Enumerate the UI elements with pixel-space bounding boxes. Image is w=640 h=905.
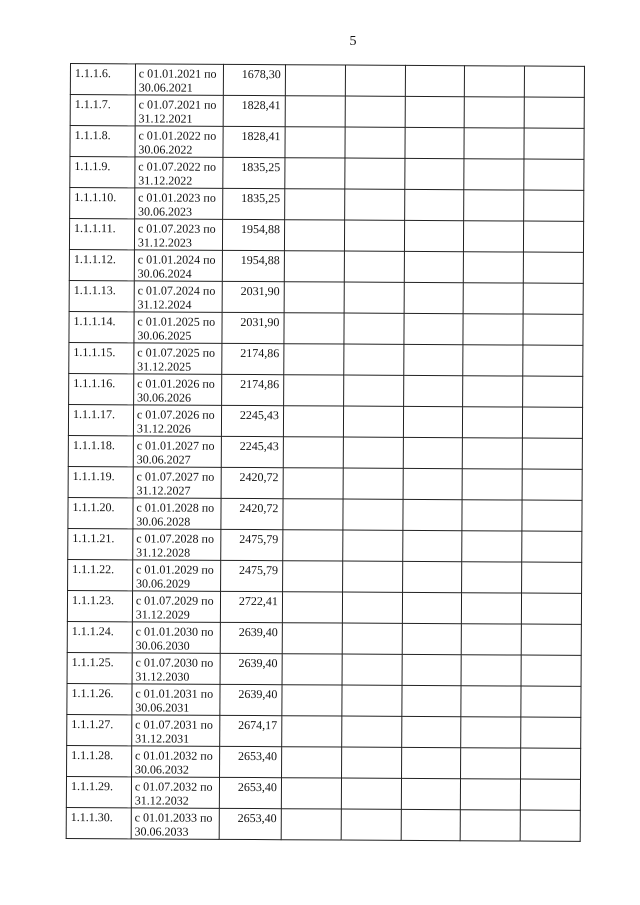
empty-cell: [522, 562, 582, 593]
row-period: с 01.01.2026 по 30.06.2026: [133, 374, 221, 405]
row-period: с 01.01.2030 по 30.06.2030: [132, 622, 220, 653]
empty-cell: [284, 344, 344, 375]
empty-cell: [461, 686, 521, 717]
empty-cell: [285, 96, 345, 127]
table-row: [68, 435, 582, 469]
row-code: 1.1.1.22.: [68, 559, 133, 590]
row-code: 1.1.1.10.: [70, 188, 135, 219]
empty-cell: [283, 437, 343, 468]
row-period: с 01.07.2024 по 31.12.2024: [134, 281, 222, 312]
empty-cell: [523, 283, 583, 314]
table-row: [67, 590, 581, 624]
empty-cell: [284, 251, 344, 282]
empty-cell: [403, 468, 463, 499]
row-code: 1.1.1.9.: [70, 157, 135, 188]
empty-cell: [462, 469, 522, 500]
row-value: 2031,90: [222, 312, 284, 343]
empty-cell: [283, 499, 343, 530]
empty-cell: [283, 406, 343, 437]
empty-cell: [403, 313, 463, 344]
empty-cell: [464, 252, 524, 283]
empty-cell: [343, 468, 403, 499]
empty-cell: [524, 97, 584, 128]
empty-cell: [464, 128, 524, 159]
empty-cell: [345, 127, 405, 158]
empty-cell: [461, 717, 521, 748]
table-row: [69, 311, 583, 345]
empty-cell: [464, 221, 524, 252]
empty-cell: [405, 96, 465, 127]
empty-cell: [463, 283, 523, 314]
empty-cell: [282, 716, 342, 747]
empty-cell: [522, 593, 582, 624]
empty-cell: [461, 748, 521, 779]
empty-cell: [462, 531, 522, 562]
row-code: 1.1.1.23.: [67, 590, 132, 621]
empty-cell: [524, 221, 584, 252]
row-code: 1.1.1.7.: [70, 95, 135, 126]
table-row: [70, 157, 584, 191]
empty-cell: [284, 313, 344, 344]
empty-cell: [523, 314, 583, 345]
empty-cell: [342, 592, 402, 623]
row-value: 2174,86: [222, 374, 284, 405]
empty-cell: [402, 561, 462, 592]
row-period: с 01.01.2033 по 30.06.2033: [131, 808, 219, 839]
empty-cell: [404, 189, 464, 220]
row-period: с 01.07.2032 по 31.12.2032: [131, 777, 219, 808]
empty-cell: [523, 376, 583, 407]
row-period: с 01.01.2021 по 30.06.2021: [135, 64, 223, 95]
empty-cell: [341, 778, 401, 809]
empty-cell: [521, 686, 581, 717]
row-code: 1.1.1.19.: [68, 466, 133, 497]
row-code: 1.1.1.21.: [68, 528, 133, 559]
empty-cell: [521, 748, 581, 779]
table-row: [69, 280, 583, 314]
empty-cell: [465, 66, 525, 97]
row-value: 1828,41: [223, 95, 285, 126]
empty-cell: [461, 655, 521, 686]
empty-cell: [345, 158, 405, 189]
row-value: 2653,40: [219, 808, 281, 839]
empty-cell: [401, 716, 461, 747]
row-code: 1.1.1.25.: [67, 652, 132, 683]
empty-cell: [401, 685, 461, 716]
empty-cell: [464, 97, 524, 128]
table-row: [67, 621, 581, 655]
row-value: 2420,72: [221, 498, 283, 529]
empty-cell: [404, 251, 464, 282]
row-period: с 01.01.2032 по 30.06.2032: [131, 746, 219, 777]
empty-cell: [522, 531, 582, 562]
row-period: с 01.07.2030 по 31.12.2030: [132, 653, 220, 684]
table-row: [68, 404, 582, 438]
empty-cell: [402, 530, 462, 561]
empty-cell: [404, 127, 464, 158]
empty-cell: [463, 376, 523, 407]
empty-cell: [285, 65, 345, 96]
row-value: 1954,88: [223, 219, 285, 250]
empty-cell: [401, 809, 461, 840]
row-value: 2639,40: [220, 653, 282, 684]
table-row: [70, 64, 584, 98]
row-period: с 01.07.2021 по 31.12.2021: [135, 95, 223, 126]
empty-cell: [404, 282, 464, 313]
empty-cell: [341, 809, 401, 840]
empty-cell: [405, 65, 465, 96]
empty-cell: [464, 159, 524, 190]
empty-cell: [282, 623, 342, 654]
row-value: 2420,72: [221, 467, 283, 498]
empty-cell: [523, 407, 583, 438]
empty-cell: [341, 716, 401, 747]
row-period: с 01.01.2024 по 30.06.2024: [134, 250, 222, 281]
empty-cell: [522, 500, 582, 531]
row-value: 2475,79: [221, 529, 283, 560]
empty-cell: [463, 438, 523, 469]
table-row: [68, 466, 582, 500]
empty-cell: [283, 468, 343, 499]
row-period: с 01.01.2025 по 30.06.2025: [134, 312, 222, 343]
empty-cell: [342, 561, 402, 592]
empty-cell: [345, 96, 405, 127]
empty-cell: [523, 345, 583, 376]
empty-cell: [343, 344, 403, 375]
empty-cell: [342, 530, 402, 561]
row-period: с 01.07.2028 по 31.12.2028: [133, 529, 221, 560]
empty-cell: [402, 499, 462, 530]
empty-cell: [462, 593, 522, 624]
empty-cell: [402, 623, 462, 654]
tariff-table-wrapper: [66, 63, 585, 842]
row-period: с 01.01.2022 по 30.06.2022: [135, 126, 223, 157]
empty-cell: [281, 778, 341, 809]
empty-cell: [463, 314, 523, 345]
row-period: с 01.07.2031 по 31.12.2031: [132, 715, 220, 746]
row-period: с 01.07.2022 по 31.12.2022: [135, 157, 223, 188]
row-period: с 01.07.2026 по 31.12.2026: [133, 405, 221, 436]
empty-cell: [343, 499, 403, 530]
row-value: 2245,43: [221, 436, 283, 467]
table-row: [67, 714, 581, 748]
empty-cell: [401, 778, 461, 809]
row-period: с 01.01.2028 по 30.06.2028: [133, 498, 221, 529]
empty-cell: [404, 158, 464, 189]
empty-cell: [524, 128, 584, 159]
table-row: [70, 188, 584, 222]
row-period: с 01.07.2023 по 31.12.2023: [134, 219, 222, 250]
row-code: 1.1.1.16.: [69, 373, 134, 404]
row-code: 1.1.1.12.: [69, 249, 134, 280]
empty-cell: [283, 530, 343, 561]
empty-cell: [463, 407, 523, 438]
empty-cell: [342, 623, 402, 654]
empty-cell: [402, 654, 462, 685]
row-period: с 01.01.2031 по 30.06.2031: [132, 684, 220, 715]
empty-cell: [344, 189, 404, 220]
row-value: 2639,40: [220, 622, 282, 653]
empty-cell: [285, 127, 345, 158]
empty-cell: [282, 592, 342, 623]
row-value: 2674,17: [220, 715, 282, 746]
empty-cell: [341, 747, 401, 778]
empty-cell: [521, 655, 581, 686]
row-value: 1835,25: [223, 188, 285, 219]
table-row: [66, 776, 580, 810]
table-row: [67, 652, 581, 686]
table-row: [67, 683, 581, 717]
empty-cell: [522, 438, 582, 469]
empty-cell: [285, 189, 345, 220]
row-code: 1.1.1.20.: [68, 497, 133, 528]
empty-cell: [523, 252, 583, 283]
table-row: [69, 219, 583, 253]
empty-cell: [342, 685, 402, 716]
row-value: 2031,90: [222, 281, 284, 312]
table-row: [66, 807, 580, 841]
table-row: [68, 497, 582, 531]
row-period: с 01.07.2027 по 31.12.2027: [133, 467, 221, 498]
table-row: [69, 373, 583, 407]
empty-cell: [460, 810, 520, 841]
empty-cell: [403, 437, 463, 468]
empty-cell: [403, 344, 463, 375]
row-value: 2639,40: [220, 684, 282, 715]
row-value: 2722,41: [220, 591, 282, 622]
row-value: 2174,86: [222, 343, 284, 374]
row-code: 1.1.1.6.: [70, 64, 135, 95]
empty-cell: [343, 375, 403, 406]
empty-cell: [344, 220, 404, 251]
empty-cell: [402, 592, 462, 623]
row-value: 1835,25: [223, 157, 285, 188]
table-row: [70, 95, 584, 129]
empty-cell: [404, 220, 464, 251]
row-period: с 01.01.2029 по 30.06.2029: [132, 560, 220, 591]
row-code: 1.1.1.18.: [68, 435, 133, 466]
empty-cell: [463, 345, 523, 376]
row-code: 1.1.1.8.: [70, 126, 135, 157]
row-value: 1954,88: [222, 250, 284, 281]
row-value: 2653,40: [219, 777, 281, 808]
row-code: 1.1.1.11.: [69, 219, 134, 250]
row-code: 1.1.1.29.: [66, 776, 131, 807]
table-row: [69, 249, 583, 283]
empty-cell: [462, 562, 522, 593]
empty-cell: [281, 809, 341, 840]
empty-cell: [284, 282, 344, 313]
empty-cell: [284, 220, 344, 251]
row-value: 2653,40: [220, 746, 282, 777]
row-code: 1.1.1.14.: [69, 311, 134, 342]
empty-cell: [344, 282, 404, 313]
empty-cell: [283, 375, 343, 406]
empty-cell: [401, 747, 461, 778]
empty-cell: [462, 500, 522, 531]
empty-cell: [343, 406, 403, 437]
empty-cell: [282, 654, 342, 685]
empty-cell: [282, 561, 342, 592]
row-period: с 01.01.2027 по 30.06.2027: [133, 436, 221, 467]
row-period: с 01.01.2023 по 30.06.2023: [135, 188, 223, 219]
row-value: 1678,30: [223, 64, 285, 95]
row-period: с 01.07.2025 по 31.12.2025: [134, 343, 222, 374]
empty-cell: [344, 251, 404, 282]
tariff-table-body: [66, 64, 584, 842]
row-code: 1.1.1.30.: [66, 807, 131, 838]
row-code: 1.1.1.17.: [68, 404, 133, 435]
row-code: 1.1.1.28.: [67, 745, 132, 776]
empty-cell: [345, 65, 405, 96]
table-row: [68, 559, 582, 593]
row-code: 1.1.1.24.: [67, 621, 132, 652]
empty-cell: [524, 66, 584, 97]
empty-cell: [343, 437, 403, 468]
row-value: 2245,43: [221, 405, 283, 436]
table-row: [67, 745, 581, 779]
empty-cell: [520, 810, 580, 841]
page-number: 5: [349, 34, 357, 49]
empty-cell: [524, 159, 584, 190]
empty-cell: [342, 654, 402, 685]
row-code: 1.1.1.26.: [67, 683, 132, 714]
row-value: 2475,79: [221, 560, 283, 591]
empty-cell: [281, 747, 341, 778]
row-code: 1.1.1.27.: [67, 714, 132, 745]
empty-cell: [403, 375, 463, 406]
empty-cell: [521, 717, 581, 748]
empty-cell: [521, 624, 581, 655]
empty-cell: [464, 190, 524, 221]
table-row: [69, 342, 583, 376]
row-value: 1828,41: [223, 126, 285, 157]
empty-cell: [282, 685, 342, 716]
table-row: [70, 126, 584, 160]
empty-cell: [461, 779, 521, 810]
tariff-table: [66, 63, 585, 842]
empty-cell: [524, 190, 584, 221]
row-period: с 01.07.2029 по 31.12.2029: [132, 591, 220, 622]
empty-cell: [522, 469, 582, 500]
table-row: [68, 528, 582, 562]
empty-cell: [285, 158, 345, 189]
empty-cell: [520, 779, 580, 810]
row-code: 1.1.1.13.: [69, 280, 134, 311]
empty-cell: [462, 624, 522, 655]
empty-cell: [344, 313, 404, 344]
row-code: 1.1.1.15.: [69, 342, 134, 373]
empty-cell: [403, 406, 463, 437]
